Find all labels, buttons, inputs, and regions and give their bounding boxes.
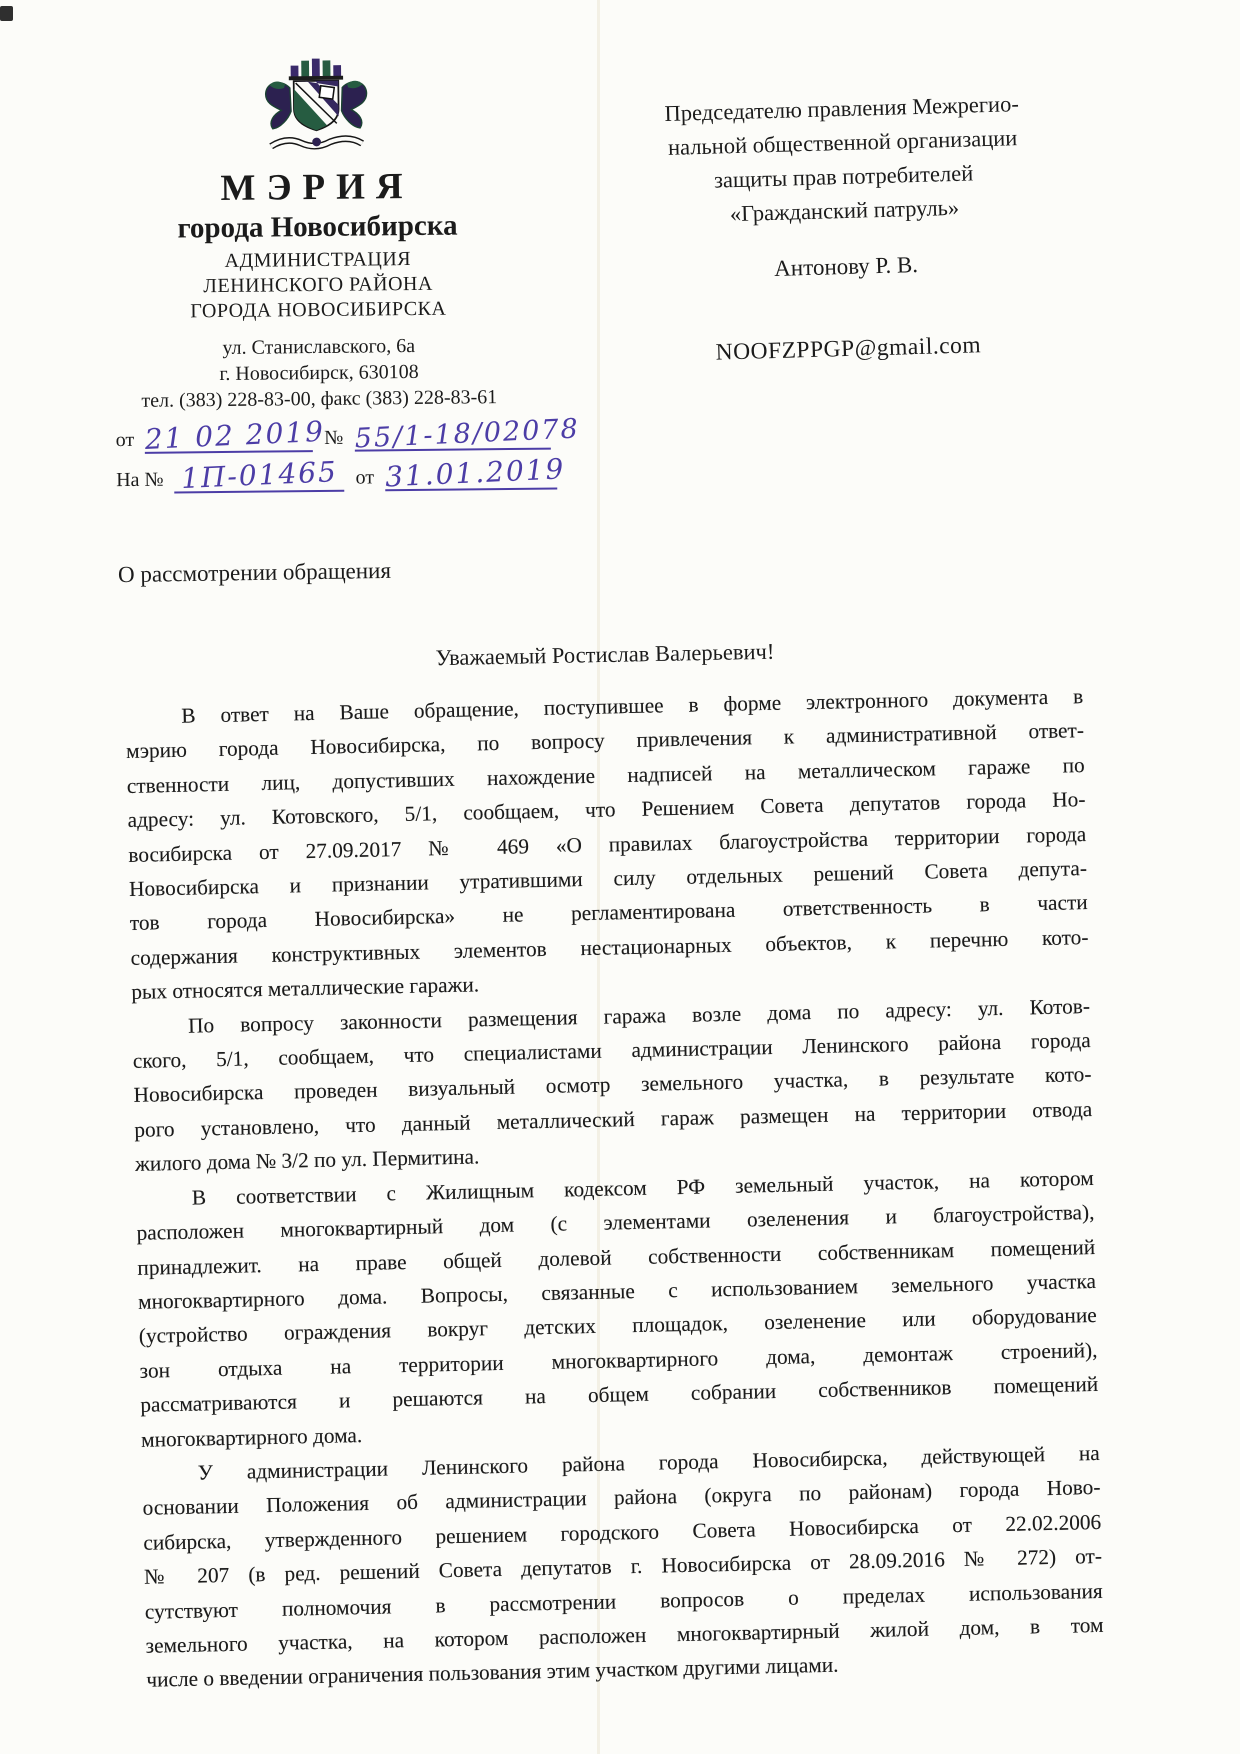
salutation: Уважаемый Ростислав Валерьевич! [435,638,775,671]
recipient-line: «Гражданский патруль» [729,194,960,227]
body-line: В соответствии с Жилищным кодексом РФ земельный участок, на котором [191,1165,1094,1210]
reply-to-label: На № [116,468,164,492]
recipient-line: защиты прав потребителей [713,160,974,193]
body-line: основании Положения об администрации района (округа по районам) города Ново- [142,1475,1101,1521]
body-line: Новосибирска и признании утратившими силу отдельных решений Совета депута- [128,856,1088,901]
outgoing-date-field [144,414,327,456]
letter-body [125,679,1105,1697]
body-line: По вопросу законности размещения гаража возле дома по адресу: ул. Котов- [187,993,1091,1038]
body-line: содержания конструктивных элементов нестационарных объектов, к перечню кото- [130,924,1089,970]
outgoing-number-field [353,413,580,455]
body-line: ского, 5/1, сообщаем, что специалистами администрации Ленинского района города [132,1028,1091,1073]
org-name-sub: города Новосибирска [177,209,458,245]
org-name-main: МЭРИЯ [220,165,414,210]
incoming-number-field [174,455,344,496]
address-line: ул. Станиславского, 6а [222,334,416,360]
body-line: мэрию города Новосибирска, по вопросу привлечения к административной ответ- [125,718,1085,764]
from-label: от [115,428,135,452]
recipient-line: Председателю правления Межрегио- [664,91,1020,126]
body-line: сутствуют полномочия в рассмотрении вопросов о пределах использования [144,1578,1103,1624]
department-line: ГОРОДА НОВОСИБИРСКА [190,297,447,323]
body-line: рассматриваются и решаются на общем собрании собственников помещений [140,1372,1099,1417]
body-line: рых относятся металлические гаражи. [131,972,480,1005]
subject-line: О рассмотрении обращения [117,557,392,588]
body-line: жилого дома № 3/2 по ул. Пермитина. [134,1144,480,1177]
department-line: АДМИНИСТРАЦИЯ [224,248,412,272]
shield [294,81,339,131]
recipient-block [552,84,1137,371]
body-line: ственности лиц, допустивших нахождение надписей на металлическом гараже по [126,752,1085,798]
body-line: тов города Новосибирска» не регламентирована ответственность в части [129,890,1088,936]
body-line: многоквартирного дома. [140,1422,363,1452]
body-line: принадлежит. на праве общей долевой собственности собственникам помещений [137,1234,1096,1280]
novosibirsk-coat-of-arms-icon [253,55,380,162]
ribbon-bow [271,137,362,147]
recipient-line: нальной общественной организации [667,125,1018,160]
recipient-email: NOOFZPPGP@gmail.com [715,332,982,366]
incoming-date-field [384,452,566,494]
body-line: адресу: ул. Котовского, 5/1, сообщаем, что Решением Совета депутатов города Но- [127,787,1086,833]
body-paragraph [125,679,1090,1009]
body-line: В ответ на Ваше обращение, поступившее в форме электронного документа в [181,684,1084,728]
handwritten-incoming-number: 1П-01465 [180,455,339,496]
body-line: У администрации Ленинского района города Новосибирска, действующей на [197,1440,1100,1485]
handwritten-outgoing-date: 21 02 2019 [144,414,327,456]
body-line: расположен многоквартирный дом (с элементами озеленения и благоустройства), [136,1200,1095,1245]
reply-date-label: от [355,466,375,489]
mural-crown [289,58,343,80]
letterhead [106,54,580,496]
org-address [109,332,530,414]
handwritten-incoming-date: 31.01.2019 [384,452,566,494]
body-line: сибирска, утвержденного решением городского Совета Новосибирска от 22.02.2006 [143,1509,1102,1555]
incoming-ref-line [110,452,566,496]
body-line: зон отдыха на территории многоквартирного дома, демонтаж строений), [139,1337,1098,1383]
body-line: Новосибирска проведен визуальный осмотр земельного участка, в результате кото- [133,1062,1092,1108]
body-line: № 207 (в ред. решений Совета депутатов г. Новосибирска от 28.09.2016 № 272) от- [143,1544,1103,1589]
body-line: многоквартирного дома. Вопросы, связанные с использованием земельного участка [137,1268,1097,1314]
address-line: г. Новосибирск, 630108 [219,360,419,386]
body-paragraph [136,1161,1100,1457]
scan-artifact [0,6,13,21]
address-line: тел. (383) 228-83-00, факс (383) 228-83-61 [141,386,498,412]
number-label: № [324,426,344,449]
handwritten-outgoing-number: 55/1-18/02078 [353,413,580,455]
recipient-name: Антонову Р. В. [773,251,919,281]
outgoing-ref-line [110,413,580,456]
body-paragraph [142,1436,1105,1698]
body-line: (устройство ограждения вокруг детских площадок, озеленение или оборудование [138,1303,1097,1349]
body-line: рого установлено, что данный металлический гараж размещен на территории отвода [134,1096,1093,1142]
body-line: земельного участка, на котором расположен многоквартирный жилой дом, в том [145,1612,1104,1658]
department-name [108,246,529,325]
body-line: числе о введении ограничения пользования этим участком другими лицами. [146,1653,839,1693]
body-line: восибирска от 27.09.2017 № 469 «О правилах благоустройства территории города [128,821,1087,867]
recipient-org [552,84,1134,236]
body-paragraph [132,989,1094,1182]
department-line: ЛЕНИНСКОГО РАЙОНА [203,272,433,298]
